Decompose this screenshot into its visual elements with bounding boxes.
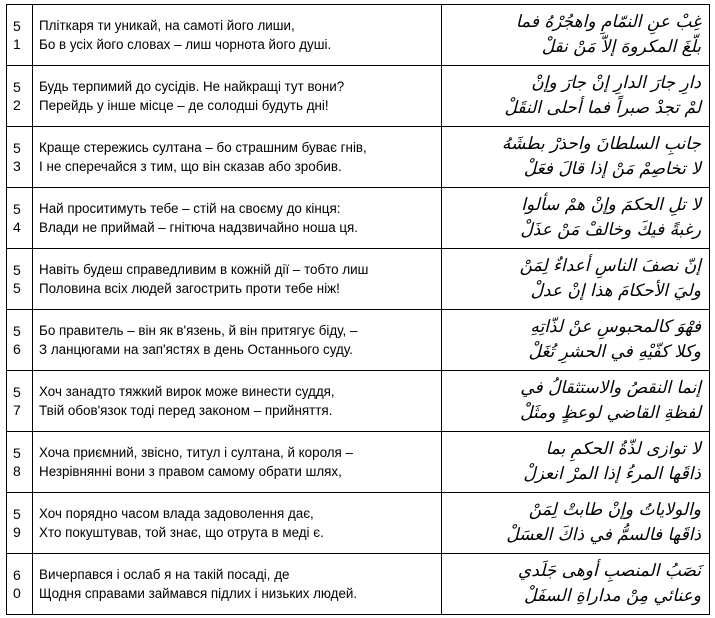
verse-number	[7, 249, 33, 310]
ukrainian-line: Твiй обов'язок тодi перед законом – прийняття.	[39, 403, 333, 418]
ukrainian-translation	[33, 371, 442, 432]
ukrainian-line: Хто покуштував, той знає, що отрута в медi є.	[39, 525, 324, 540]
ukrainian-translation	[33, 127, 442, 188]
verse-row	[7, 432, 710, 493]
arabic-original	[441, 127, 709, 188]
ukrainian-line: I не сперечайся з тим, що вiн сказав або зробив.	[39, 159, 342, 174]
arabic-line: رغبةً فيكَ وخالفْ مَنْ عذَلْ	[520, 220, 701, 240]
arabic-line: وعنائي مِنْ مداراةِ السفَلْ	[524, 586, 701, 606]
verse-number-digit: 5	[13, 18, 21, 34]
verse-number	[7, 5, 33, 66]
ukrainian-line: Щодня справами займався пiдлих i низьких людей.	[39, 586, 358, 601]
arabic-line: لا تخاصِمْ مَنْ إذا قالَ فعَلْ	[523, 159, 701, 179]
ukrainian-line: Навiть будеш справедливим в кожнiй дiї – тобто лиш	[39, 262, 369, 277]
arabic-line: ذاقَها المرءُ إذا المرْ انعزلْ	[523, 464, 701, 484]
verse-number	[7, 432, 33, 493]
arabic-line: والولاياتُ وإنْ طابتْ لِمَنْ	[528, 500, 701, 520]
arabic-line: نَصَبُ المنصبِ أوهى جَلَدي	[517, 561, 701, 581]
arabic-line: غِبْ عنِ النمّامِ واهجُرْهُ فما	[515, 12, 701, 32]
verse-number-digit: 5	[13, 262, 21, 278]
ukrainian-line: З ланцюгами на зап'ястях в день Останнього суду.	[39, 342, 353, 357]
ukrainian-line: Перейдь у iнше мiсце – де солодшi будуть днi!	[39, 98, 329, 113]
ukrainian-translation	[33, 66, 442, 127]
verse-number	[7, 127, 33, 188]
ukrainian-line: Бо в усiх його словах – лиш чорнота його душi.	[39, 37, 332, 52]
verse-number-digit: 5	[13, 140, 21, 156]
ukrainian-line: Вичерпався i ослаб я на такiй посадi, де	[39, 567, 290, 582]
ukrainian-translation	[33, 432, 442, 493]
verse-number-digit: 5	[13, 506, 21, 522]
ukrainian-line: Незрiвняннi вони з правом самому обрати шлях,	[39, 464, 342, 479]
arabic-line: دارِ جارَ الدارِ إنْ جارَ وإنْ	[531, 73, 701, 93]
ukrainian-translation	[33, 554, 442, 615]
verse-number-digit: 6	[13, 567, 21, 583]
verse-number-digit: 5	[13, 280, 21, 296]
ukrainian-line: Хоча приємний, звiсно, титул i султана, й короля –	[39, 445, 353, 460]
arabic-original	[441, 371, 709, 432]
ukrainian-line: Краще стережись султана – бо страшним буває гнiв,	[39, 140, 367, 155]
verse-row	[7, 249, 710, 310]
verse-row	[7, 554, 710, 615]
verse-number	[7, 310, 33, 371]
verse-number	[7, 493, 33, 554]
verse-row	[7, 371, 710, 432]
ukrainian-translation	[33, 493, 442, 554]
arabic-line: إنّ نصفَ الناسِ أعداءٌ لِمَنْ	[519, 256, 701, 276]
arabic-line: لا تلِ الحكمَ وإنْ همْ سألوا	[521, 195, 701, 215]
arabic-line: ذاقَها فالسمُّ في ذاكَ العسَلْ	[506, 525, 701, 545]
arabic-original	[441, 66, 709, 127]
arabic-original	[441, 310, 709, 371]
arabic-original	[441, 188, 709, 249]
verse-row	[7, 493, 710, 554]
arabic-line: إنما النقصُ والاستثقالُ في	[520, 378, 701, 398]
arabic-line: جانبِ السلطانَ واحذرْ بطشَهُ	[501, 134, 701, 154]
ukrainian-translation	[33, 249, 442, 310]
verse-number-digit: 5	[13, 384, 21, 400]
arabic-line: فهْوَ كالمحبوسِ عنْ لذّاتِهِ	[530, 317, 701, 337]
ukrainian-translation	[33, 188, 442, 249]
ukrainian-line: Най проситимуть тебе – стiй на своєму до кiнця:	[39, 201, 341, 216]
verse-row	[7, 127, 710, 188]
verse-number-digit: 7	[13, 402, 21, 418]
verse-row	[7, 188, 710, 249]
arabic-line: وكلا كفّيْهِ في الحشرِ تُغَلْ	[528, 342, 701, 362]
verse-number	[7, 188, 33, 249]
verse-row	[7, 66, 710, 127]
verse-number-digit: 4	[13, 219, 21, 235]
ukrainian-line: Бо правитель – вiн як в'язень, й вiн притягує бiду, –	[39, 323, 358, 338]
verse-row	[7, 5, 710, 66]
arabic-original	[441, 554, 709, 615]
verse-number-digit: 8	[13, 463, 21, 479]
arabic-line: لمْ تجدْ صبراً فما أحلى النقَلْ	[504, 98, 701, 118]
arabic-original	[441, 249, 709, 310]
ukrainian-translation	[33, 310, 442, 371]
verse-number	[7, 371, 33, 432]
verse-table	[6, 4, 710, 615]
verse-number-digit: 1	[13, 36, 21, 52]
verse-number-digit: 2	[13, 97, 21, 113]
ukrainian-line: Будь терпимий до сусiдiв. Не найкращi тут вони?	[39, 79, 345, 94]
verse-number-digit: 5	[13, 445, 21, 461]
arabic-original	[441, 432, 709, 493]
arabic-original	[441, 493, 709, 554]
verse-number-digit: 5	[13, 201, 21, 217]
arabic-line: لا توازى لذّةُ الحكمِ بما	[545, 439, 701, 459]
verse-number-digit: 6	[13, 341, 21, 357]
verse-number-digit: 0	[13, 585, 21, 601]
arabic-original	[441, 5, 709, 66]
ukrainian-line: Плiткаря ти уникай, на самотi його лиши,	[39, 18, 295, 33]
verse-number	[7, 554, 33, 615]
arabic-line: وليَ الأحكامَ هذا إنْ عدلْ	[530, 281, 701, 301]
ukrainian-line: Хоч занадто тяжкий вирок може винести суддя,	[39, 384, 335, 399]
verse-row	[7, 310, 710, 371]
ukrainian-line: Половина всiх людей загострить проти тебе нiж!	[39, 281, 340, 296]
verse-number-digit: 5	[13, 323, 21, 339]
verse-table-body	[7, 5, 710, 615]
verse-number-digit: 3	[13, 158, 21, 174]
verse-number	[7, 66, 33, 127]
ukrainian-line: Влади не приймай – гнiтюча надзвичайно ноша ця.	[39, 220, 359, 235]
arabic-line: بلّغَ المكروهَ إلاّ مَنْ نقلْ	[541, 37, 701, 57]
verse-number-digit: 5	[13, 79, 21, 95]
ukrainian-translation	[33, 5, 442, 66]
arabic-line: لفظةِ القاضي لوعظٍ ومثَلْ	[520, 403, 701, 423]
ukrainian-line: Хоч порядно часом влада задоволення дає,	[39, 506, 314, 521]
verse-number-digit: 9	[13, 524, 21, 540]
